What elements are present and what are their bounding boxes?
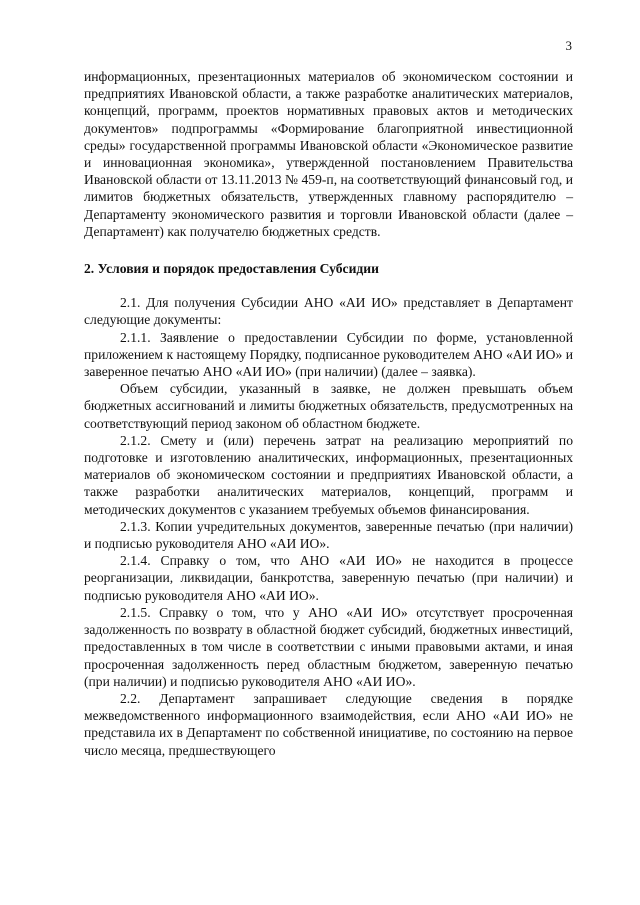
paragraph-subsidy-volume: Объем субсидии, указанный в заявке, не должен превышать объем бюджетных ассигнований и лимиты бюджетных обязательств, предусмотренных на соответствующий период законом об областном бюджете. bbox=[84, 381, 573, 431]
intro-paragraph: информационных, презентационных материалов об экономическом состоянии и предприятиях Ивановской области, а также разработке аналитических материалов, концепций, программ, проектов нормативных правовых актов и методических документов» подпрограммы «Формирование благоприятной инвестиционной среды» государственной программы Ивановской области «Экономическое развитие и инновационная экономика», утвержденной постановлением Правительства Ивановской области от 13.11.2013 № 459-п, на соответствующий финансовый год, и лимитов бюджетных обязательств, утвержденных главному распорядителю – Департаменту экономического развития и торговли Ивановской области (далее – Департамент) как получателю бюджетных средств. bbox=[84, 69, 573, 239]
paragraph-2-1-3: 2.1.3. Копии учредительных документов, заверенные печатью (при наличии) и подписью руководителя АНО «АИ ИО». bbox=[84, 518, 573, 552]
paragraph-2-1-2: 2.1.2. Смету и (или) перечень затрат на реализацию мероприятий по подготовке и изготовлению аналитических, информационных, презентационных материалов об экономическом состоянии и предприятиях Ивановской области, а также разработки аналитических материалов, концепций, программ и методических документов с указанием требуемых объемов финансирования. bbox=[84, 432, 573, 517]
section-heading: 2. Условия и порядок предоставления Субсидии bbox=[84, 261, 379, 277]
paragraph-2-1: 2.1. Для получения Субсидии АНО «АИ ИО» представляет в Департамент следующие документы: bbox=[84, 295, 573, 328]
paragraph-2-1-5: 2.1.5. Справку о том, что у АНО «АИ ИО» отсутствует просроченная задолженность по возврату в областной бюджет субсидий, бюджетных инвестиций, предоставленных в том числе в соответствии с иными правовыми актами, и иная просроченная задолженность перед областным бюджетом, заверенную печатью (при наличии) и подписью руководителя АНО «АИ ИО». bbox=[84, 604, 573, 689]
document-body bbox=[84, 68, 573, 759]
paragraph-2-2: 2.2. Департамент запрашивает следующие сведения в порядке межведомственного информационного взаимодействия, если АНО «АИ ИО» не представила их в Департамент по собственной инициативе, по состоянию на первое число месяца, предшествующего bbox=[84, 690, 573, 758]
page-number: 3 bbox=[565, 38, 572, 53]
paragraph-2-1-1: 2.1.1. Заявление о предоставлении Субсидии по форме, установленной приложением к настоящему Порядку, подписанное руководителем АНО «АИ ИО» и заверенное печатью АНО «АИ ИО» (при наличии) (далее – заявка). bbox=[84, 329, 573, 380]
paragraph-2-1-4: 2.1.4. Справку о том, что АНО «АИ ИО» не находится в процессе реорганизации, ликвидации, банкротства, заверенную печатью (при наличии) и подписью руководителя АНО «АИ ИО». bbox=[84, 553, 573, 603]
